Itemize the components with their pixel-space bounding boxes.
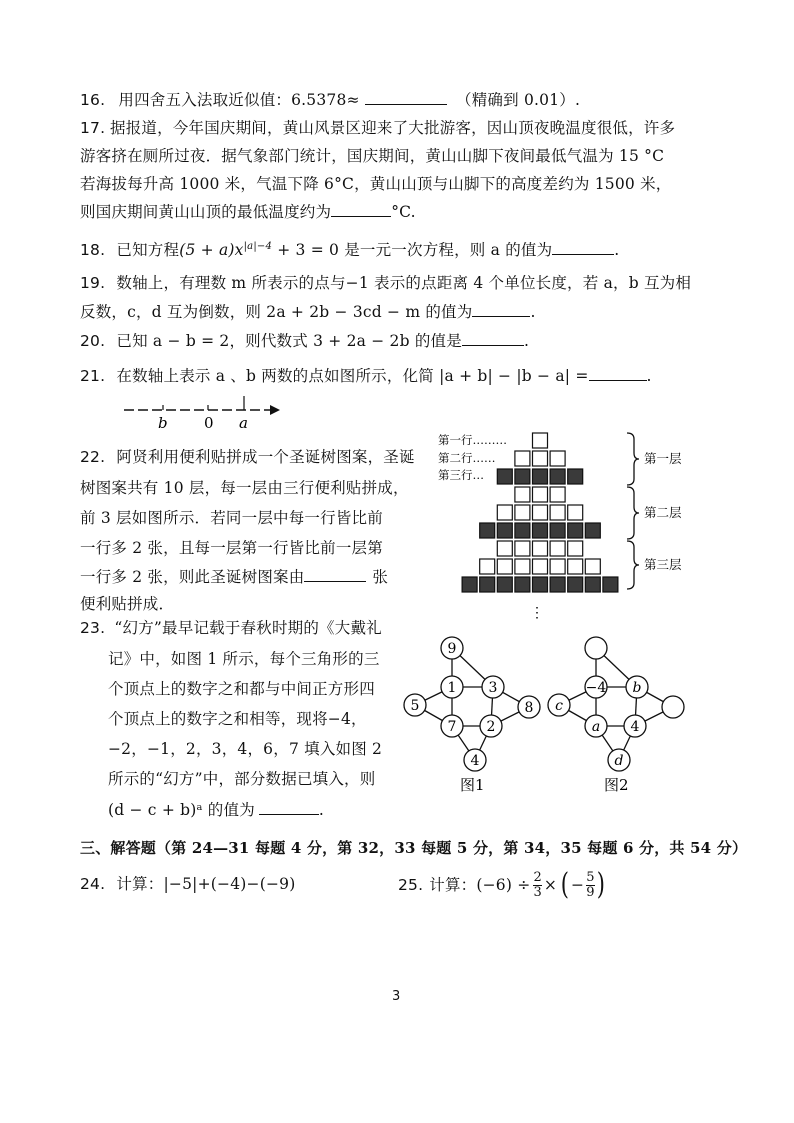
figure-2-label-left: c xyxy=(555,698,563,714)
numerator: 5 xyxy=(586,869,595,885)
question-number: 25. xyxy=(398,876,424,894)
figure-2 xyxy=(548,637,684,771)
question-text: 计算：|−5|+(−4)−(−9) xyxy=(116,875,296,893)
question-line: 个顶点上的数字之和都与中间正方形四 xyxy=(108,680,375,698)
question-number: 21. xyxy=(80,367,106,385)
question-number: 22. xyxy=(80,448,106,466)
question-text: 阿贤利用便利贴拼成一个圣诞树图案，圣诞 xyxy=(116,448,415,466)
question-16 xyxy=(80,90,580,110)
sticky-note-cell xyxy=(497,577,512,592)
sticky-note-cell xyxy=(550,451,565,466)
question-tail: . xyxy=(530,303,536,321)
sticky-note-cell xyxy=(550,487,565,502)
question-line: 记》中，如图 1 所示，每个三角形的三 xyxy=(108,650,380,668)
question-text: 在数轴上表示 a 、b 两数的点如图所示，化简 |a + b| − |b − a| = xyxy=(116,367,589,385)
question-line xyxy=(108,800,324,820)
question-number: 24. xyxy=(80,875,106,893)
question-line: 若海拔每升高 1000 米，气温下降 6°C，黄山山顶与山脚下的高度差约为 1500 米， xyxy=(80,175,672,193)
question-line: 游客挤在厕所过夜．据气象部门统计，国庆期间，黄山山脚下夜间最低气温为 15 °C xyxy=(80,147,665,165)
question-unit: 张 xyxy=(372,568,389,586)
page-number: 3 xyxy=(392,989,401,1004)
question-24 xyxy=(80,874,295,894)
question-number: 23. xyxy=(80,619,106,637)
sticky-note-cell xyxy=(515,505,530,520)
sticky-note-cell xyxy=(550,505,565,520)
question-line xyxy=(80,618,382,638)
question-unit: °C. xyxy=(391,203,416,221)
question-text: “幻方”最早记载于春秋时期的《大戴礼 xyxy=(114,619,382,637)
question-number: 16. xyxy=(80,91,106,109)
sticky-note-cell xyxy=(497,469,512,484)
fraction-five-ninths xyxy=(586,871,594,900)
sticky-note-cell xyxy=(515,451,530,466)
figure-2-node-right xyxy=(662,696,684,718)
sticky-note-cell xyxy=(568,469,583,484)
question-line xyxy=(80,273,691,293)
sticky-note-cell xyxy=(497,523,512,538)
question-text: 已知 a − b = 2，则代数式 3 + 2a − 2b 的值是 xyxy=(116,332,462,350)
figure-1-label-bottom: 4 xyxy=(470,753,480,769)
figure-1-label-br: 2 xyxy=(486,719,496,735)
figure-2-label-bl: a xyxy=(591,719,601,735)
left-paren: ( xyxy=(560,867,570,902)
layer1-brace xyxy=(627,433,639,485)
sticky-note-cell xyxy=(533,523,548,538)
denominator: 9 xyxy=(586,884,595,900)
question-tail: . xyxy=(318,801,325,819)
figure-1-label-bl: 7 xyxy=(447,719,457,735)
sticky-note-cell xyxy=(550,469,565,484)
question-line-last xyxy=(80,202,416,222)
answer-blank[interactable] xyxy=(331,202,391,217)
sticky-note-cell xyxy=(515,487,530,502)
sticky-note-cell xyxy=(515,523,530,538)
question-pre: 已知方程 xyxy=(116,241,180,260)
numerator: 2 xyxy=(533,869,542,885)
question-text: (d − c + b)ᵃ 的值为 xyxy=(108,801,255,819)
answer-blank[interactable] xyxy=(472,302,530,317)
question-line-text: 则国庆期间黄山山顶的最低温度约为 xyxy=(80,203,332,221)
axis-arrow xyxy=(270,405,280,415)
question-tail: （精确到 0.01）. xyxy=(456,91,581,109)
question-line: 据报道，今年国庆期间，黄山风景区迎来了大批游客，因山顶夜晚温度很低，许多 xyxy=(110,119,676,137)
figure-2-node-top xyxy=(585,637,607,659)
sticky-note-cell xyxy=(515,541,530,556)
layer1-label: 第一层 xyxy=(644,451,682,466)
sticky-note-cell xyxy=(550,577,565,592)
equation-tail: + 3 = 0 是一元一次方程，则 a 的值为 xyxy=(272,241,553,260)
figure-2-label-bottom: d xyxy=(614,753,624,769)
sticky-note-cell xyxy=(568,523,583,538)
question-line xyxy=(80,302,536,322)
question-18 xyxy=(80,237,619,260)
figure-1-label-tl: 1 xyxy=(447,680,457,696)
label-a: a xyxy=(239,414,248,432)
sticky-note-cell xyxy=(568,559,583,574)
answer-blank[interactable] xyxy=(589,366,647,381)
sticky-note-cell xyxy=(533,541,548,556)
layer2-brace xyxy=(627,487,639,539)
question-20 xyxy=(80,331,529,351)
sticky-note-cell xyxy=(515,469,530,484)
question-line: 便利贴拼成． xyxy=(80,595,175,613)
question-number: 17. xyxy=(80,119,106,137)
answer-blank[interactable] xyxy=(259,800,319,815)
question-text: 用四舍五入法取近似值：6.5378≈ xyxy=(118,91,360,109)
sticky-note-cell xyxy=(497,541,512,556)
sticky-note-cell xyxy=(497,505,512,520)
sticky-note-cell xyxy=(533,559,548,574)
question-number: 19. xyxy=(80,274,106,292)
continuation-dots: ⋮ xyxy=(530,605,544,621)
row3-label: 第三行… xyxy=(438,468,484,482)
sticky-note-cell xyxy=(533,505,548,520)
times-sign: × xyxy=(543,876,558,894)
question-line: 一行多 2 张，且每一层第一行皆比前一层第 xyxy=(80,539,383,557)
answer-blank[interactable] xyxy=(304,567,366,582)
question-21 xyxy=(80,366,652,386)
sticky-note-cell xyxy=(533,487,548,502)
question-tail: . xyxy=(646,367,652,385)
equation: (5 + a)x xyxy=(179,241,244,260)
question-number: 18. xyxy=(80,241,106,260)
section-3-header: 三、解答题（第 24—31 每题 4 分，第 32，33 每题 5 分，第 34，35 每题 6 分，共 54 分） xyxy=(80,839,748,857)
answer-blank[interactable] xyxy=(462,331,524,346)
layer2-label: 第二层 xyxy=(644,505,682,520)
question-pre: 计算：(−6) ÷ xyxy=(429,876,531,894)
question-line: 所示的“幻方”中，部分数据已填入，则 xyxy=(108,770,376,788)
sticky-note-cell xyxy=(515,559,530,574)
question-line: 前 3 层如图所示．若同一层中每一行皆比前 xyxy=(80,509,383,527)
question-text: 数轴上，有理数 m 所表示的点与−1 表示的点距离 4 个单位长度，若 a，b 互为相 xyxy=(116,274,692,292)
figure-1-label-left: 5 xyxy=(410,698,420,714)
figure-1-caption: 图1 xyxy=(460,776,485,794)
question-text: 反数，c，d 互为倒数，则 2a + 2b − 3cd − m 的值为 xyxy=(80,303,473,321)
exponent: |a|−4 xyxy=(243,241,273,252)
figure-2-label-tr: b xyxy=(632,680,642,696)
figure-1 xyxy=(404,637,540,771)
question-text: 一行多 2 张，则此圣诞树图案由 xyxy=(80,568,305,586)
question-25 xyxy=(398,864,607,906)
sticky-note-cell xyxy=(568,577,583,592)
sticky-note-cell xyxy=(480,559,495,574)
figure-2-caption: 图2 xyxy=(604,776,629,794)
sticky-note-cell xyxy=(568,505,583,520)
sticky-note-cell xyxy=(585,577,600,592)
layer3-brace xyxy=(627,541,639,589)
question-line: 个顶点上的数字之和相等，现将−4， xyxy=(108,710,367,728)
row1-label: 第一行……… xyxy=(438,433,507,447)
sticky-note-cell xyxy=(568,541,583,556)
minus-sign: − xyxy=(571,876,585,894)
layer3-label: 第三层 xyxy=(644,557,682,572)
question-number: 20. xyxy=(80,332,106,350)
figure-2-label-br: 4 xyxy=(630,719,640,735)
label-b: b xyxy=(158,414,168,432)
sticky-note-cell xyxy=(550,523,565,538)
row2-label: 第二行…… xyxy=(438,451,496,465)
sticky-note-cell xyxy=(515,577,530,592)
sticky-note-cell xyxy=(497,559,512,574)
right-paren: ) xyxy=(596,867,605,902)
number-line-figure xyxy=(120,394,290,434)
question-tail: . xyxy=(614,241,620,260)
sticky-note-cell xyxy=(585,523,600,538)
sticky-note-cell xyxy=(480,523,495,538)
label-zero: 0 xyxy=(204,414,214,432)
magic-square-figures xyxy=(400,630,700,800)
sticky-note-cell xyxy=(533,451,548,466)
sticky-note-cell xyxy=(603,577,618,592)
sticky-note-cell xyxy=(480,577,495,592)
christmas-tree-figure xyxy=(430,425,700,625)
answer-blank[interactable] xyxy=(552,240,614,255)
sticky-note-cell xyxy=(533,469,548,484)
fraction-two-thirds xyxy=(533,871,541,900)
question-line: 树图案共有 10 层，每一层由三行便利贴拼成， xyxy=(80,479,409,497)
sticky-note-cell xyxy=(550,541,565,556)
answer-blank[interactable] xyxy=(365,90,447,105)
question-line: −2，−1，2，3，4，6，7 填入如图 2 xyxy=(108,740,383,758)
denominator: 3 xyxy=(533,884,542,900)
sticky-note-cell xyxy=(462,577,477,592)
question-line xyxy=(80,567,388,587)
sticky-note-cell xyxy=(585,559,600,574)
figure-1-label-top: 9 xyxy=(447,641,457,657)
sticky-note-cell xyxy=(533,433,548,448)
question-line xyxy=(80,447,415,467)
question-tail: . xyxy=(523,332,530,350)
sticky-note-cell xyxy=(533,577,548,592)
figure-1-label-right: 8 xyxy=(524,700,534,716)
figure-1-label-tr: 3 xyxy=(488,680,498,696)
sticky-note-cell xyxy=(550,559,565,574)
figure-2-label-tl: −4 xyxy=(585,680,607,696)
